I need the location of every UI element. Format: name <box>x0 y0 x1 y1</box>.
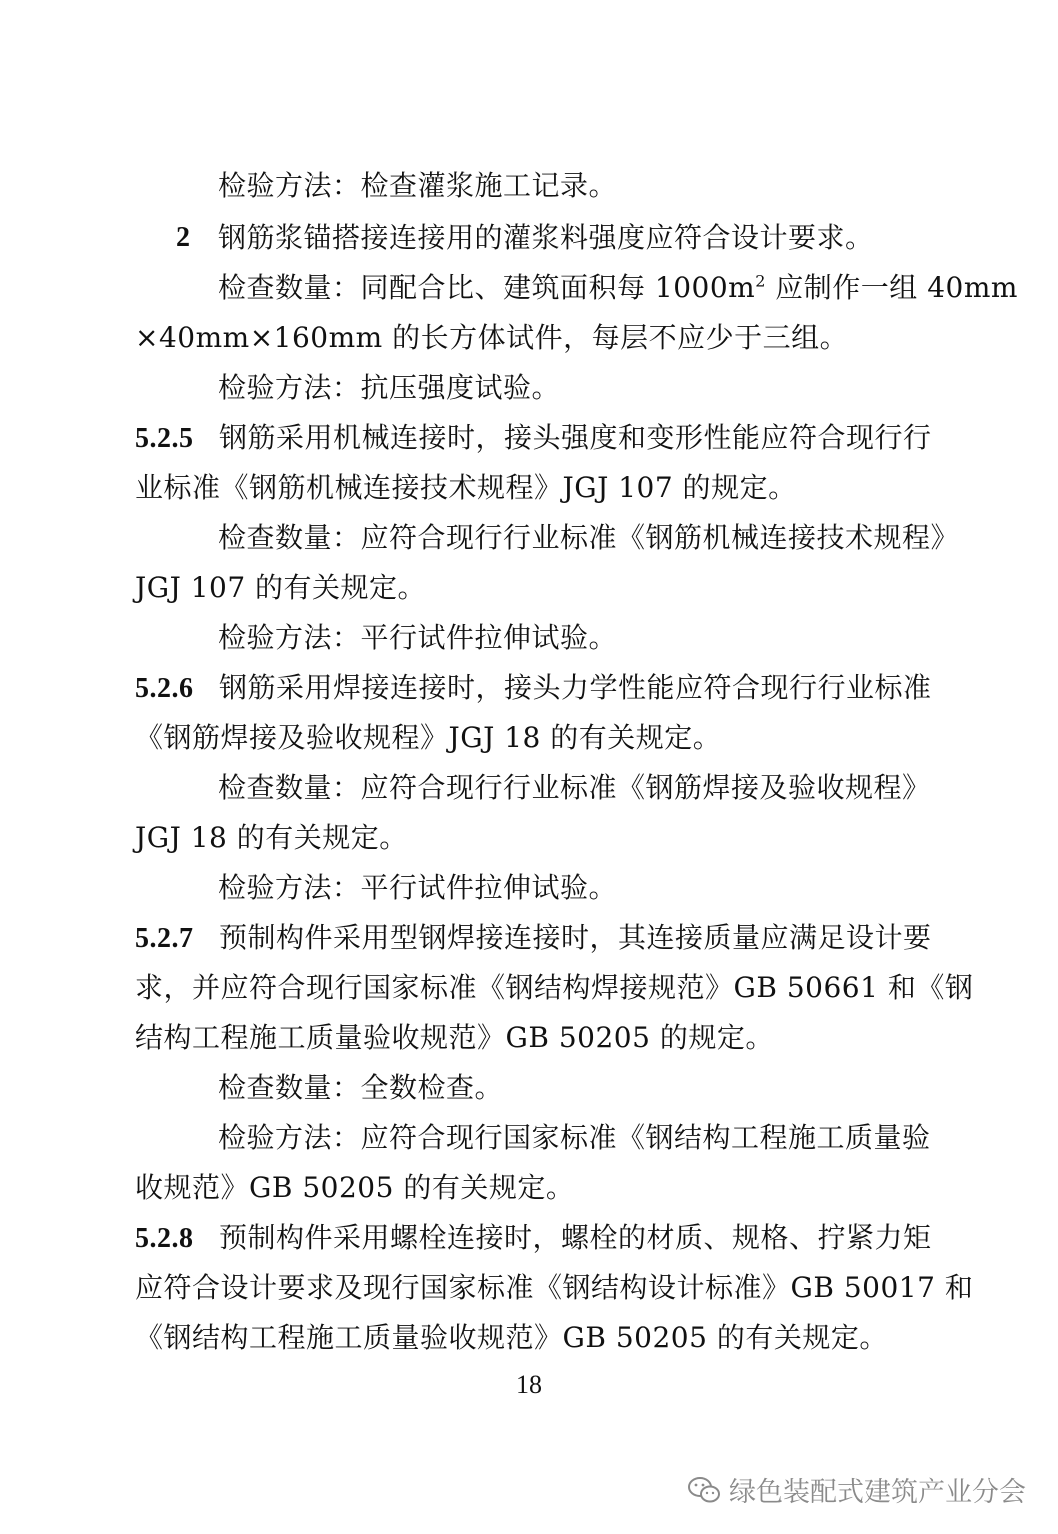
clause-5-2-5-cont: 业标准《钢筋机械连接技术规程》JGJ 107 的规定。 <box>135 471 797 504</box>
item-2-text <box>176 218 925 258</box>
superscript: 2 <box>755 271 766 291</box>
wechat-icon <box>687 1475 721 1505</box>
clause-5-2-6-cont: 《钢筋焊接及验收规程》JGJ 18 的有关规定。 <box>135 721 722 754</box>
clause-5-2-8-cont: 应符合设计要求及现行国家标准《钢结构设计标准》GB 50017 和 <box>135 1271 974 1304</box>
clause-5-2-5 <box>135 418 932 458</box>
clause-text: 钢筋采用机械连接时，接头强度和变形性能应符合现行行 <box>219 421 932 454</box>
clause-5-2-7-method: 检验方法：应符合现行国家标准《钢结构工程施工质量验 <box>218 1121 931 1154</box>
clause-5-2-5-method: 检验方法：平行试件拉伸试验。 <box>218 621 618 654</box>
clause-text: 钢筋采用焊接连接时，接头力学性能应符合现行行业标准 <box>219 671 932 704</box>
inspection-method-grouting: 检验方法：检查灌浆施工记录。 <box>218 169 618 202</box>
quantity-text-b: 应制作一组 40mm <box>765 271 1018 304</box>
clause-5-2-8-cont-2: 《钢结构工程施工质量验收规范》GB 50205 的有关规定。 <box>135 1321 888 1354</box>
clause-number: 5.2.5 <box>135 423 194 454</box>
clause-text: 预制构件采用型钢焊接连接时，其连接质量应满足设计要 <box>219 921 932 954</box>
item-2-body: 钢筋浆锚搭接连接用的灌浆料强度应符合设计要求。 <box>218 221 874 254</box>
inspection-quantity-line <box>218 268 1018 308</box>
clause-number: 5.2.6 <box>135 673 194 704</box>
watermark <box>687 1470 1026 1509</box>
clause-5-2-6-quantity-cont: JGJ 18 的有关规定。 <box>135 821 408 854</box>
clause-5-2-5-quantity-cont: JGJ 107 的有关规定。 <box>135 571 427 604</box>
watermark-text: 绿色装配式建筑产业分会 <box>729 1477 1026 1508</box>
clause-5-2-7-cont: 求，并应符合现行国家标准《钢结构焊接规范》GB 50661 和《钢 <box>135 971 974 1004</box>
clause-5-2-6-quantity: 检查数量：应符合现行行业标准《钢筋焊接及验收规程》 <box>218 771 931 804</box>
inspection-quantity-line-2: ×40mm×160mm 的长方体试件，每层不应少于三组。 <box>135 321 849 354</box>
clause-5-2-7-quantity: 检查数量：全数检查。 <box>218 1071 504 1104</box>
inspection-method-compression: 检验方法：抗压强度试验。 <box>218 371 561 404</box>
clause-number: 5.2.8 <box>135 1223 194 1254</box>
clause-5-2-8 <box>135 1218 932 1258</box>
page-number: 18 <box>516 1370 542 1399</box>
clause-5-2-6-method: 检验方法：平行试件拉伸试验。 <box>218 871 618 904</box>
item-number: 2 <box>176 222 191 253</box>
clause-5-2-7 <box>135 918 932 958</box>
clause-5-2-7-method-cont: 收规范》GB 50205 的有关规定。 <box>135 1171 575 1204</box>
clause-5-2-5-quantity: 检查数量：应符合现行行业标准《钢筋机械连接技术规程》 <box>218 521 960 554</box>
clause-text: 预制构件采用螺栓连接时，螺栓的材质、规格、拧紧力矩 <box>219 1221 932 1254</box>
clause-number: 5.2.7 <box>135 923 194 954</box>
clause-5-2-6 <box>135 668 932 708</box>
clause-5-2-7-cont-2: 结构工程施工质量验收规范》GB 50205 的规定。 <box>135 1021 774 1054</box>
quantity-text-a: 检查数量：同配合比、建筑面积每 1000m <box>218 271 756 304</box>
